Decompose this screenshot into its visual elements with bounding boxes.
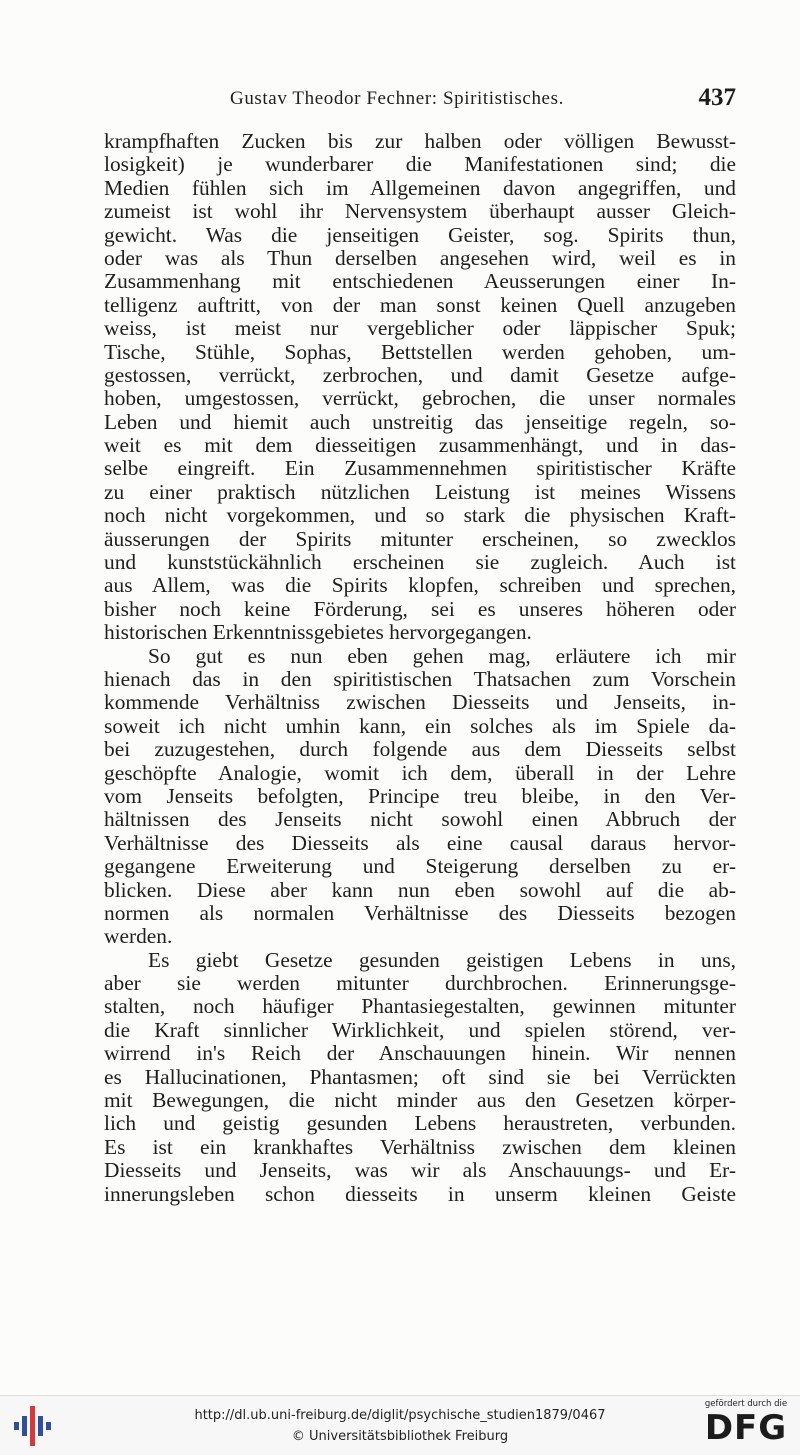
text-line: Verhältnisse des Diesseits als eine causal daraus hervor- (104, 830, 736, 855)
text-line: weiss, ist meist nur vergeblicher oder läppischer Spuk; (104, 316, 736, 341)
text-line: lich und geistig gesunden Lebens heraustreten, verbunden. (104, 1111, 736, 1136)
text-line: bei zuzugestehen, durch folgende aus dem Diesseits selbst (104, 737, 736, 762)
copyright-notice: © Universitätsbibliothek Freiburg (291, 1429, 509, 1444)
text-line: Medien fühlen sich im Allgemeinen davon angegriffen, und (104, 175, 736, 200)
text-line: aber sie werden mitunter durchbrochen. Erinnerungsge- (104, 971, 736, 996)
text-line: krampfhaften Zucken bis zur halben oder völligen Bewusst- (104, 129, 736, 153)
text-line: noch nicht vorgekommen, und so stark die physischen Kraft- (104, 503, 736, 528)
text-line: historischen Erkenntnissgebietes hervorgegangen. (104, 620, 532, 645)
text-line: gewicht. Was die jenseitigen Geister, sog. Spirits thun, (104, 222, 736, 247)
text-line: normen als normalen Verhältnisse des Diesseits bezogen (104, 900, 736, 925)
text-line: hoben, umgestossen, verrückt, gebrochen, die unser normales (104, 386, 736, 411)
body-text (104, 130, 736, 1206)
page-number: 437 (698, 84, 736, 111)
dfg-logo-text: DFG (704, 1408, 788, 1448)
paragraph (104, 130, 736, 645)
text-line: zumeist ist wohl ihr Nervensystem überhaupt ausser Gleich- (104, 199, 736, 224)
funding-caption: gefördert durch die (704, 1399, 788, 1409)
text-line: gegangene Erweiterung und Steigerung derselben zu er- (104, 854, 736, 879)
viewer-footer (0, 1395, 800, 1455)
running-head-title: Gustav Theodor Fechner: Spiritistisches. (230, 88, 564, 109)
text-line: es Hallucinationen, Phantasmen; oft sind sie bei Verrückten (104, 1064, 736, 1089)
text-line: geschöpfte Analogie, womit ich dem, überall in der Lehre (104, 760, 736, 785)
text-line: selbe eingreift. Ein Zusammennehmen spiritistischer Kräfte (104, 456, 736, 481)
text-line: gestossen, verrückt, zerbrochen, und damit Gesetze aufge- (104, 362, 736, 387)
text-line: blicken. Diese aber kann nun eben sowohl auf die ab- (104, 877, 736, 902)
text-line: äusserungen der Spirits mitunter erscheinen, so zwecklos (104, 526, 736, 551)
dfg-logo (700, 1399, 792, 1453)
text-line: Es giebt Gesetze gesunden geistigen Lebens in uns, (148, 947, 736, 972)
paragraph (104, 645, 736, 949)
text-line: weit es mit dem diesseitigen zusammenhängt, und in das- (104, 433, 736, 458)
text-line: oder was als Thun derselben angesehen wird, weil es in (104, 245, 736, 270)
text-line: stalten, noch häufiger Phantasiegestalten, gewinnen mitunter (104, 994, 736, 1019)
text-line: wirrend in's Reich der Anschauungen hinein. Wir nennen (104, 1041, 736, 1066)
text-line: telligenz auftritt, von der man sonst keinen Quell anzugeben (104, 292, 736, 317)
text-line: soweit ich nicht umhin kann, ein solches als im Spiele da- (104, 713, 736, 738)
text-line: werden. (104, 924, 173, 949)
text-line: vom Jenseits befolgten, Principe treu bleibe, in den Ver- (104, 783, 736, 808)
text-line: So gut es nun eben gehen mag, erläutere ich mir (148, 643, 736, 668)
text-line: bisher noch keine Förderung, sei es unseres höheren oder (104, 596, 736, 621)
text-line: kommende Verhältniss zwischen Diesseits und Jenseits, in- (104, 690, 736, 715)
text-line: Tische, Stühle, Sophas, Bettstellen werden gehoben, um- (104, 339, 736, 364)
text-line: Zusammenhang mit entschiedenen Aeusserungen einer In- (104, 269, 736, 294)
permalink-link[interactable]: http://dl.ub.uni-freiburg.de/diglit/psychische_studien1879/0467 (194, 1408, 606, 1423)
text-line: Diesseits und Jenseits, was wir als Anschauungs- und Er- (104, 1158, 736, 1183)
text-line: zu einer praktisch nützlichen Leistung ist meines Wissens (104, 479, 736, 504)
text-line: mit Bewegungen, die nicht minder aus den Gesetzen körper- (104, 1088, 736, 1113)
paragraph (104, 949, 736, 1206)
text-line: innerungsleben schon diesseits in unserm kleinen Geiste (104, 1181, 736, 1206)
text-line: und kunststückähnlich erscheinen sie zugleich. Auch ist (104, 550, 736, 575)
text-line: hältnissen des Jenseits nicht sowohl einen Abbruch der (104, 807, 736, 832)
text-line: hienach das in den spiritistischen Thatsachen zum Vorschein (104, 666, 736, 691)
text-line: Leben und hiemit auch unstreitig das jenseitige regeln, so- (104, 409, 736, 434)
running-head (104, 86, 736, 116)
text-line: die Kraft sinnlicher Wirklichkeit, und spielen störend, ver- (104, 1017, 736, 1042)
text-line: aus Allem, was die Spirits klopfen, schreiben und sprechen, (104, 573, 736, 598)
text-line: Es ist ein krankhaftes Verhältniss zwischen dem kleinen (104, 1134, 736, 1159)
text-line: losigkeit) je wunderbarer die Manifestationen sind; die (104, 152, 736, 177)
